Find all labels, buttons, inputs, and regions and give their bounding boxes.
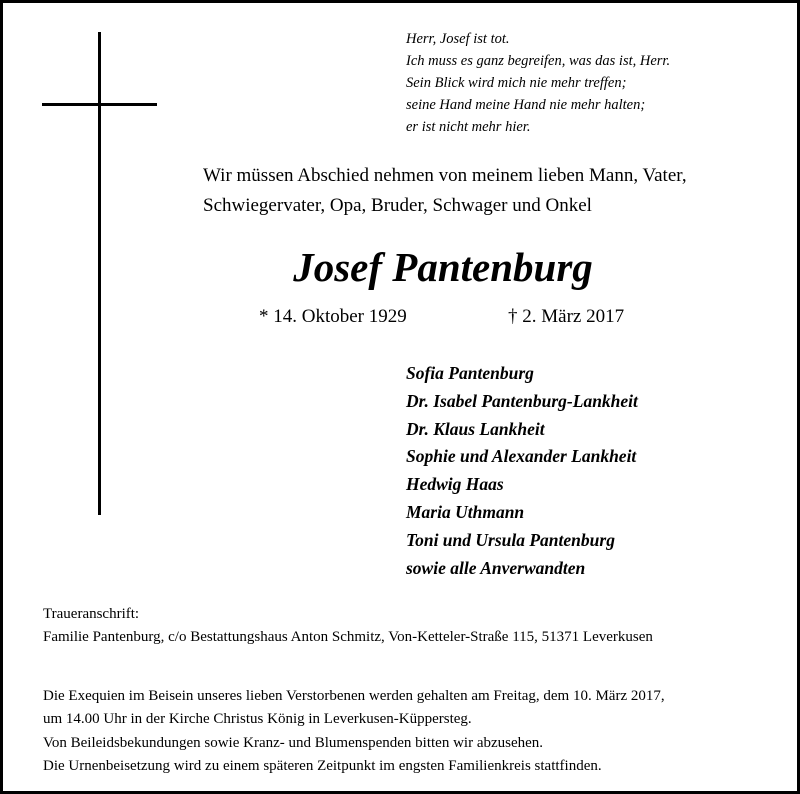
poem-line: Herr, Josef ist tot. (406, 31, 510, 47)
mourners-list (406, 360, 638, 582)
notes-line: Von Beileidsbekundungen sowie Kranz- und Blumenspenden bitten wir abzusehen. (43, 734, 544, 751)
poem (406, 28, 670, 138)
mourner-name: Sofia Pantenburg (406, 363, 534, 383)
cross-horizontal-bar (42, 103, 157, 106)
mourner-name: Dr. Isabel Pantenburg-Lankheit (406, 390, 638, 411)
death-date: † 2. März 2017 (508, 306, 625, 327)
intro-text (203, 161, 687, 221)
deceased-name: Josef Pantenburg (293, 244, 593, 290)
notes-line: Die Exequien im Beisein unseres lieben Verstorbenen werden gehalten am Freitag, dem 10. März 2017, (43, 688, 665, 704)
poem-line: seine Hand meine Hand nie mehr halten; (406, 97, 646, 113)
intro-line: Wir müssen Abschied nehmen von meinem lieben Mann, Vater, (203, 165, 687, 186)
mourner-name: Hedwig Haas (406, 474, 504, 495)
mourner-name: Sophie und Alexander Lankheit (406, 446, 637, 467)
mourner-name: sowie alle Anverwandten (406, 557, 586, 578)
address-label: Traueranschrift: (43, 606, 140, 622)
poem-line: Ich muss es ganz begreifen, was das ist, Herr. (406, 53, 671, 69)
address-text: Familie Pantenburg, c/o Bestattungshaus Anton Schmitz, Von-Ketteler-Straße 115, 51371 Leverkusen (43, 629, 653, 645)
mourning-address (43, 603, 653, 649)
poem-line: er ist nicht mehr hier. (406, 119, 531, 135)
poem-line: Sein Blick wird mich nie mehr treffen; (406, 75, 627, 91)
birth-date: * 14. Oktober 1929 (259, 306, 407, 327)
intro-line: Schwiegervater, Opa, Bruder, Schwager und Onkel (203, 195, 592, 216)
notes-line: um 14.00 Uhr in der Kirche Christus König in Leverkusen-Küppersteg. (43, 711, 472, 728)
funeral-notes (43, 685, 665, 778)
mourner-name: Toni und Ursula Pantenburg (406, 529, 615, 550)
mourner-name: Maria Uthmann (406, 501, 525, 522)
mourner-name: Dr. Klaus Lankheit (406, 418, 545, 439)
notes-line: Die Urnenbeisetzung wird zu einem späteren Zeitpunkt im engsten Familienkreis stattfinden. (43, 757, 602, 774)
